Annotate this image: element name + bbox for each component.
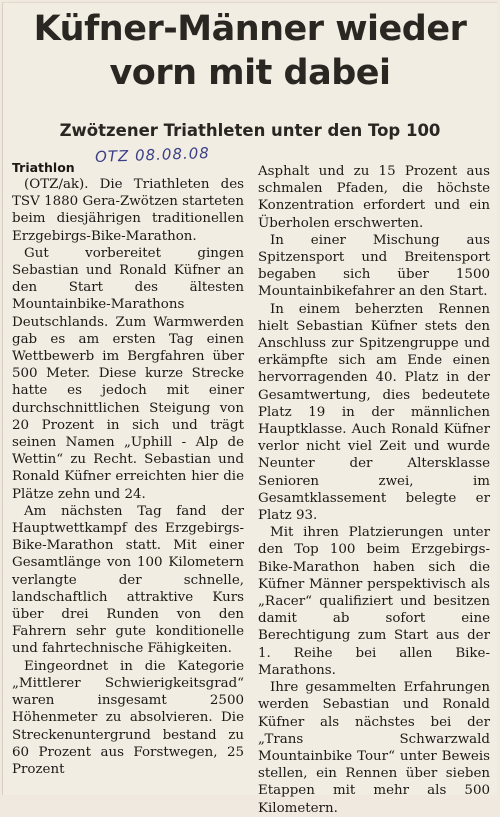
paragraph: Am nächsten Tag fand der Hauptwettkampf des Erzgebirgs-Bike-Marathon statt. Mit einer Gesamtlänge von 100 Kilometern verlangte der schnelle, landschaftlich attraktive Kurs über drei Runden von den Fahrern sehr gute konditionelle und fahrtechnische Fähigkeiten.	[12, 503, 244, 657]
paragraph: Asphalt und zu 15 Prozent aus schmalen Pfaden, die höchste Konzentration erfordert und ein Überholen erschwerten.	[258, 164, 490, 231]
paragraph: Mit ihren Platzierungen unter den Top 100 beim Erzgebirgs-Bike-Marathon haben sich die Küfner Männer perspektivisch als „Racer“ qualifiziert und besitzen damit ab sofort eine Berechtigung zum Start aus der 1. Reihe bei allen Bike-Marathons.	[258, 525, 490, 678]
paragraph: Gut vorbereitet gingen Sebastian und Ronald Küfner an den Start des ältesten Mountainbike-Marathons Deutschlands. Zum Warmwerden gab es am ersten Tag einen Wettbewerb im Bergfahren über 500 Meter. Diese kurze Strecke hatte es jedoch mit einer durchschnittlichen Steigung von 20 Prozent in sich und trägt seinen Namen „Uphill - Alp de Wettin“ zu Recht. Sebastian und Ronald Küfner erreichten hier die Plätze zehn und 24.	[12, 245, 244, 502]
article-column-right	[258, 163, 490, 817]
article-headline	[3, 9, 497, 93]
paragraph: Eingeordnet in die Kategorie „Mittlerer Schwierigkeitsgrad“ waren insgesamt 2500 Höhenmeter zu absolvieren. Die Streckenuntergrund bestand zu 60 Prozent aus Forstwegen, 25 Prozent	[12, 658, 244, 777]
paragraph: (OTZ/ak). Die Triathleten des TSV 1880 Gera-Zwötzen starteten beim diesjährigen traditionellen Erzgebirgs-Bike-Marathon.	[12, 177, 244, 244]
paragraph: In einer Mischung aus Spitzensport und Breitensport begaben sich über 1500 Mountainbikefahrer an den Start.	[258, 232, 490, 300]
article-subheadline: Zwötzener Triathleten unter den Top 100	[59, 121, 441, 140]
paragraph: In einem beherzten Rennen hielt Sebastian Küfner stets den Anschluss zur Spitzengruppe und erkämpfte sich am Ende einen hervorragenden 40. Platz in der Gesamtwertung, dies bedeutete Platz 19 in der männlichen Hauptklasse. Auch Ronald Küfner verlor nicht viel Zeit und wurde Neunter der Altersklasse Senioren zwei, im Gesamtklassement belegte er Platz 93.	[258, 301, 490, 524]
article-column-left	[12, 159, 244, 778]
paragraph: Ihre gesammelten Erfahrungen werden Sebastian und Ronald Küfner als nächstes bei der „Trans Schwarzwald Mountainbike Tour“ unter Beweis stellen, ein Rennen über sieben Etappen mit mehr als 500 Kilometern.	[258, 680, 490, 816]
section-label: Triathlon	[12, 160, 75, 175]
headline-line-1: Küfner-Männer wieder	[33, 9, 467, 49]
headline-line-2: vorn mit dabei	[109, 53, 391, 93]
handwritten-date-note: OTZ 08.08.08	[94, 144, 211, 166]
newspaper-clipping	[2, 2, 497, 816]
